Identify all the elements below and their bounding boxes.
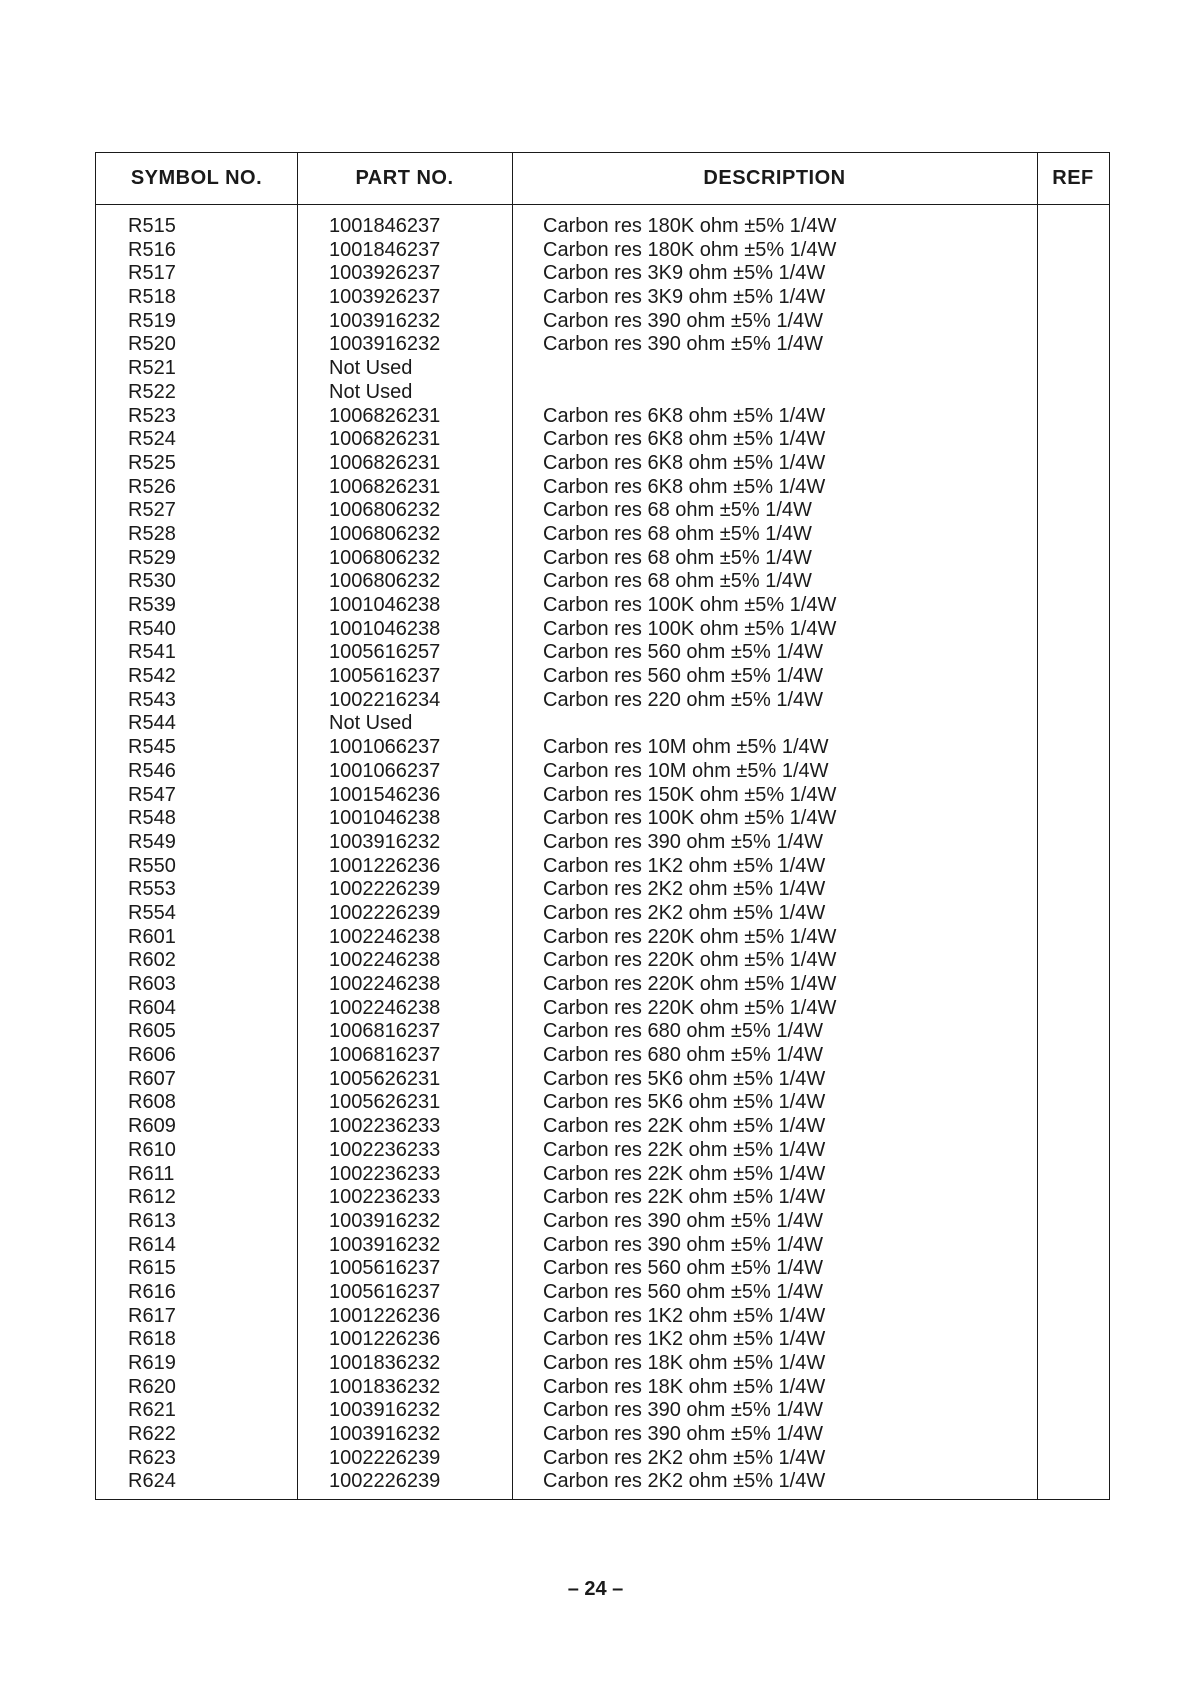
part-no-cell: 1003916232 — [329, 830, 441, 853]
table-row — [96, 310, 1109, 334]
part-no-cell: 1001836232 — [329, 1352, 441, 1374]
description-cell: Carbon res 220K ohm ±5% 1/4W — [543, 925, 837, 948]
symbol-no-cell: R539 — [128, 594, 176, 616]
description-cell: Carbon res 100K ohm ±5% 1/4W — [543, 594, 837, 616]
part-no-cell: Not Used — [329, 380, 413, 403]
symbol-no-cell: R518 — [128, 286, 176, 309]
description-cell: Carbon res 6K8 ohm ±5% 1/4W — [543, 451, 826, 474]
part-no-cell: 1006816237 — [329, 1020, 441, 1043]
part-no-cell: 1006826231 — [329, 475, 441, 498]
symbol-no-cell: R619 — [128, 1352, 176, 1374]
symbol-no-cell: R601 — [128, 925, 176, 948]
symbol-no-cell: R550 — [128, 854, 176, 877]
table-body — [96, 215, 1109, 1494]
table-row — [96, 1139, 1109, 1163]
table-row — [96, 902, 1109, 926]
part-no-cell: Not Used — [329, 357, 413, 380]
description-cell: Carbon res 10M ohm ±5% 1/4W — [543, 759, 829, 782]
table-row — [96, 1470, 1109, 1494]
symbol-no-cell: R540 — [128, 617, 176, 640]
table-row — [96, 618, 1109, 642]
description-cell: Carbon res 2K2 ohm ±5% 1/4W — [543, 1470, 826, 1493]
part-no-cell: 1002246238 — [329, 949, 441, 972]
part-no-cell: 1006826231 — [329, 404, 441, 427]
table-row — [96, 949, 1109, 973]
table-row — [96, 807, 1109, 831]
symbol-no-cell: R525 — [128, 451, 176, 474]
table-row — [96, 855, 1109, 879]
header-ref: REF — [1052, 167, 1094, 189]
symbol-no-cell: R621 — [128, 1399, 176, 1422]
part-no-cell: 1006826231 — [329, 428, 441, 451]
symbol-no-cell: R528 — [128, 522, 176, 545]
part-no-cell: 1005626231 — [329, 1091, 441, 1114]
symbol-no-cell: R548 — [128, 807, 176, 830]
table-row — [96, 499, 1109, 523]
description-cell: Carbon res 390 ohm ±5% 1/4W — [543, 333, 823, 356]
part-no-cell: 1003926237 — [329, 286, 441, 309]
description-cell: Carbon res 3K9 ohm ±5% 1/4W — [543, 262, 826, 285]
symbol-no-cell: R554 — [128, 901, 176, 924]
symbol-no-cell: R553 — [128, 878, 176, 901]
description-cell: Carbon res 6K8 ohm ±5% 1/4W — [543, 428, 826, 451]
table-row — [96, 357, 1109, 381]
part-no-cell: 1003916232 — [329, 1233, 441, 1256]
description-cell: Carbon res 18K ohm ±5% 1/4W — [543, 1352, 826, 1374]
description-cell: Carbon res 2K2 ohm ±5% 1/4W — [543, 878, 826, 901]
part-no-cell: 1001846237 — [329, 238, 441, 261]
description-cell: Carbon res 560 ohm ±5% 1/4W — [543, 641, 823, 664]
part-no-cell: 1006826231 — [329, 451, 441, 474]
symbol-no-cell: R614 — [128, 1233, 176, 1256]
table-row — [96, 1423, 1109, 1447]
part-no-cell: 1002216234 — [329, 688, 441, 711]
description-cell: Carbon res 2K2 ohm ±5% 1/4W — [543, 1446, 826, 1469]
description-cell: Carbon res 560 ohm ±5% 1/4W — [543, 1280, 823, 1303]
table-row — [96, 997, 1109, 1021]
part-no-cell: 1001226236 — [329, 854, 441, 877]
description-cell: Carbon res 390 ohm ±5% 1/4W — [543, 309, 823, 332]
part-no-cell: 1001836232 — [329, 1375, 441, 1398]
table-row — [96, 1447, 1109, 1471]
description-cell: Carbon res 18K ohm ±5% 1/4W — [543, 1375, 826, 1398]
symbol-no-cell: R605 — [128, 1020, 176, 1043]
table-row — [96, 405, 1109, 429]
description-cell: Carbon res 390 ohm ±5% 1/4W — [543, 1399, 823, 1422]
table-row — [96, 1305, 1109, 1329]
description-cell: Carbon res 22K ohm ±5% 1/4W — [543, 1115, 826, 1138]
symbol-no-cell: R607 — [128, 1067, 176, 1090]
part-no-cell: Not Used — [329, 712, 413, 735]
table-row — [96, 1234, 1109, 1258]
symbol-no-cell: R623 — [128, 1446, 176, 1469]
table-row — [96, 736, 1109, 760]
symbol-no-cell: R529 — [128, 546, 176, 569]
part-no-cell: 1002236233 — [329, 1115, 441, 1138]
table-header — [96, 153, 1109, 205]
header-description: DESCRIPTION — [703, 167, 846, 189]
table-row — [96, 286, 1109, 310]
symbol-no-cell: R517 — [128, 262, 176, 285]
table-row — [96, 1163, 1109, 1187]
table-row — [96, 973, 1109, 997]
part-no-cell: 1001046238 — [329, 594, 441, 616]
table-row — [96, 760, 1109, 784]
table-row — [96, 831, 1109, 855]
table-row — [96, 476, 1109, 500]
part-no-cell: 1005616237 — [329, 1257, 441, 1280]
symbol-no-cell: R545 — [128, 736, 176, 759]
description-cell: Carbon res 10M ohm ±5% 1/4W — [543, 736, 829, 759]
table-row — [96, 1091, 1109, 1115]
symbol-no-cell: R521 — [128, 357, 176, 380]
table-row — [96, 641, 1109, 665]
description-cell: Carbon res 220K ohm ±5% 1/4W — [543, 949, 837, 972]
part-no-cell: 1001066237 — [329, 759, 441, 782]
header-symbol-no: SYMBOL NO. — [130, 167, 263, 189]
table-row — [96, 784, 1109, 808]
table-row — [96, 1115, 1109, 1139]
description-cell: Carbon res 6K8 ohm ±5% 1/4W — [543, 475, 826, 498]
part-no-cell: 1001046238 — [329, 617, 441, 640]
description-cell: Carbon res 680 ohm ±5% 1/4W — [543, 1044, 823, 1067]
description-cell: Carbon res 3K9 ohm ±5% 1/4W — [543, 286, 826, 309]
part-no-cell: 1002226239 — [329, 1470, 441, 1493]
part-no-cell: 1005626231 — [329, 1067, 441, 1090]
symbol-no-cell: R544 — [128, 712, 176, 735]
description-cell: Carbon res 1K2 ohm ±5% 1/4W — [543, 854, 826, 877]
table-row — [96, 594, 1109, 618]
description-cell: Carbon res 68 ohm ±5% 1/4W — [543, 499, 812, 522]
table-row — [96, 1281, 1109, 1305]
part-no-cell: 1002246238 — [329, 996, 441, 1019]
part-no-cell: 1001226236 — [329, 1328, 441, 1351]
symbol-no-cell: R519 — [128, 309, 176, 332]
symbol-no-cell: R624 — [128, 1470, 176, 1493]
table-row — [96, 665, 1109, 689]
symbol-no-cell: R613 — [128, 1209, 176, 1232]
symbol-no-cell: R523 — [128, 404, 176, 427]
part-no-cell: 1001546236 — [329, 783, 441, 806]
symbol-no-cell: R615 — [128, 1257, 176, 1280]
symbol-no-cell: R542 — [128, 665, 176, 688]
part-no-cell: 1003916232 — [329, 333, 441, 356]
description-cell: Carbon res 390 ohm ±5% 1/4W — [543, 1423, 823, 1446]
part-no-cell: 1002226239 — [329, 1446, 441, 1469]
part-no-cell: 1006806232 — [329, 522, 441, 545]
symbol-no-cell: R622 — [128, 1423, 176, 1446]
description-cell: Carbon res 560 ohm ±5% 1/4W — [543, 665, 823, 688]
part-no-cell: 1005616237 — [329, 1280, 441, 1303]
part-no-cell: 1006806232 — [329, 546, 441, 569]
symbol-no-cell: R604 — [128, 996, 176, 1019]
table-row — [96, 1376, 1109, 1400]
description-cell: Carbon res 180K ohm ±5% 1/4W — [543, 238, 837, 261]
symbol-no-cell: R617 — [128, 1304, 176, 1327]
description-cell: Carbon res 390 ohm ±5% 1/4W — [543, 830, 823, 853]
symbol-no-cell: R610 — [128, 1138, 176, 1161]
description-cell: Carbon res 22K ohm ±5% 1/4W — [543, 1186, 826, 1209]
symbol-no-cell: R549 — [128, 830, 176, 853]
symbol-no-cell: R515 — [128, 215, 176, 237]
parts-table — [95, 152, 1110, 1500]
description-cell: Carbon res 68 ohm ±5% 1/4W — [543, 570, 812, 593]
symbol-no-cell: R546 — [128, 759, 176, 782]
part-no-cell: 1001046238 — [329, 807, 441, 830]
table-row — [96, 452, 1109, 476]
description-cell: Carbon res 100K ohm ±5% 1/4W — [543, 807, 837, 830]
table-row — [96, 523, 1109, 547]
part-no-cell: 1001226236 — [329, 1304, 441, 1327]
table-row — [96, 712, 1109, 736]
part-no-cell: 1005616237 — [329, 665, 441, 688]
table-row — [96, 1044, 1109, 1068]
table-row — [96, 1328, 1109, 1352]
part-no-cell: 1003916232 — [329, 309, 441, 332]
table-row — [96, 1186, 1109, 1210]
symbol-no-cell: R520 — [128, 333, 176, 356]
symbol-no-cell: R602 — [128, 949, 176, 972]
description-cell: Carbon res 1K2 ohm ±5% 1/4W — [543, 1328, 826, 1351]
table-row — [96, 381, 1109, 405]
table-row — [96, 428, 1109, 452]
table-row — [96, 1257, 1109, 1281]
part-no-cell: 1002236233 — [329, 1186, 441, 1209]
description-cell: Carbon res 220K ohm ±5% 1/4W — [543, 996, 837, 1019]
symbol-no-cell: R620 — [128, 1375, 176, 1398]
symbol-no-cell: R611 — [128, 1162, 175, 1185]
symbol-no-cell: R522 — [128, 380, 176, 403]
table-row — [96, 570, 1109, 594]
description-cell: Carbon res 5K6 ohm ±5% 1/4W — [543, 1067, 826, 1090]
description-cell: Carbon res 180K ohm ±5% 1/4W — [543, 215, 837, 237]
part-no-cell: 1006806232 — [329, 499, 441, 522]
description-cell: Carbon res 100K ohm ±5% 1/4W — [543, 617, 837, 640]
table-row — [96, 262, 1109, 286]
description-cell: Carbon res 220K ohm ±5% 1/4W — [543, 973, 837, 995]
description-cell: Carbon res 390 ohm ±5% 1/4W — [543, 1209, 823, 1232]
part-no-cell: 1005616257 — [329, 641, 441, 664]
part-no-cell: 1003926237 — [329, 262, 441, 285]
table-row — [96, 878, 1109, 902]
part-no-cell: 1001066237 — [329, 736, 441, 759]
part-no-cell: 1002246238 — [329, 973, 441, 995]
symbol-no-cell: R547 — [128, 783, 176, 806]
part-no-cell: 1001846237 — [329, 215, 441, 237]
description-cell: Carbon res 22K ohm ±5% 1/4W — [543, 1138, 826, 1161]
description-cell: Carbon res 560 ohm ±5% 1/4W — [543, 1257, 823, 1280]
symbol-no-cell: R541 — [128, 641, 176, 664]
table-row — [96, 926, 1109, 950]
table-row — [96, 1210, 1109, 1234]
symbol-no-cell: R543 — [128, 688, 176, 711]
description-cell: Carbon res 2K2 ohm ±5% 1/4W — [543, 901, 826, 924]
part-no-cell: 1006816237 — [329, 1044, 441, 1067]
description-cell: Carbon res 6K8 ohm ±5% 1/4W — [543, 404, 826, 427]
part-no-cell: 1003916232 — [329, 1423, 441, 1446]
part-no-cell: 1002236233 — [329, 1138, 441, 1161]
symbol-no-cell: R616 — [128, 1280, 176, 1303]
part-no-cell: 1002236233 — [329, 1162, 441, 1185]
part-no-cell: 1002246238 — [329, 925, 441, 948]
part-no-cell: 1003916232 — [329, 1399, 441, 1422]
description-cell: Carbon res 68 ohm ±5% 1/4W — [543, 522, 812, 545]
description-cell: Carbon res 5K6 ohm ±5% 1/4W — [543, 1091, 826, 1114]
page-number: – 24 – — [567, 1578, 624, 1600]
symbol-no-cell: R530 — [128, 570, 176, 593]
part-no-cell: 1002226239 — [329, 878, 441, 901]
table-row — [96, 239, 1109, 263]
table-row — [96, 215, 1109, 239]
part-no-cell: 1003916232 — [329, 1209, 441, 1232]
description-cell: Carbon res 1K2 ohm ±5% 1/4W — [543, 1304, 826, 1327]
table-row — [96, 547, 1109, 571]
part-no-cell: 1002226239 — [329, 901, 441, 924]
table-row — [96, 1352, 1109, 1376]
table-row — [96, 333, 1109, 357]
symbol-no-cell: R608 — [128, 1091, 176, 1114]
description-cell: Carbon res 150K ohm ±5% 1/4W — [543, 783, 837, 806]
symbol-no-cell: R603 — [128, 973, 176, 995]
symbol-no-cell: R612 — [128, 1186, 176, 1209]
description-cell: Carbon res 22K ohm ±5% 1/4W — [543, 1162, 826, 1185]
symbol-no-cell: R526 — [128, 475, 176, 498]
header-part-no: PART NO. — [355, 167, 454, 189]
table-row — [96, 689, 1109, 713]
table-row — [96, 1399, 1109, 1423]
description-cell: Carbon res 390 ohm ±5% 1/4W — [543, 1233, 823, 1256]
symbol-no-cell: R527 — [128, 499, 176, 522]
symbol-no-cell: R516 — [128, 238, 176, 261]
table-row — [96, 1068, 1109, 1092]
symbol-no-cell: R618 — [128, 1328, 176, 1351]
description-cell: Carbon res 68 ohm ±5% 1/4W — [543, 546, 812, 569]
symbol-no-cell: R524 — [128, 428, 176, 451]
description-cell: Carbon res 220 ohm ±5% 1/4W — [543, 688, 823, 711]
description-cell: Carbon res 680 ohm ±5% 1/4W — [543, 1020, 823, 1043]
symbol-no-cell: R606 — [128, 1044, 176, 1067]
part-no-cell: 1006806232 — [329, 570, 441, 593]
table-row — [96, 1020, 1109, 1044]
symbol-no-cell: R609 — [128, 1115, 176, 1138]
